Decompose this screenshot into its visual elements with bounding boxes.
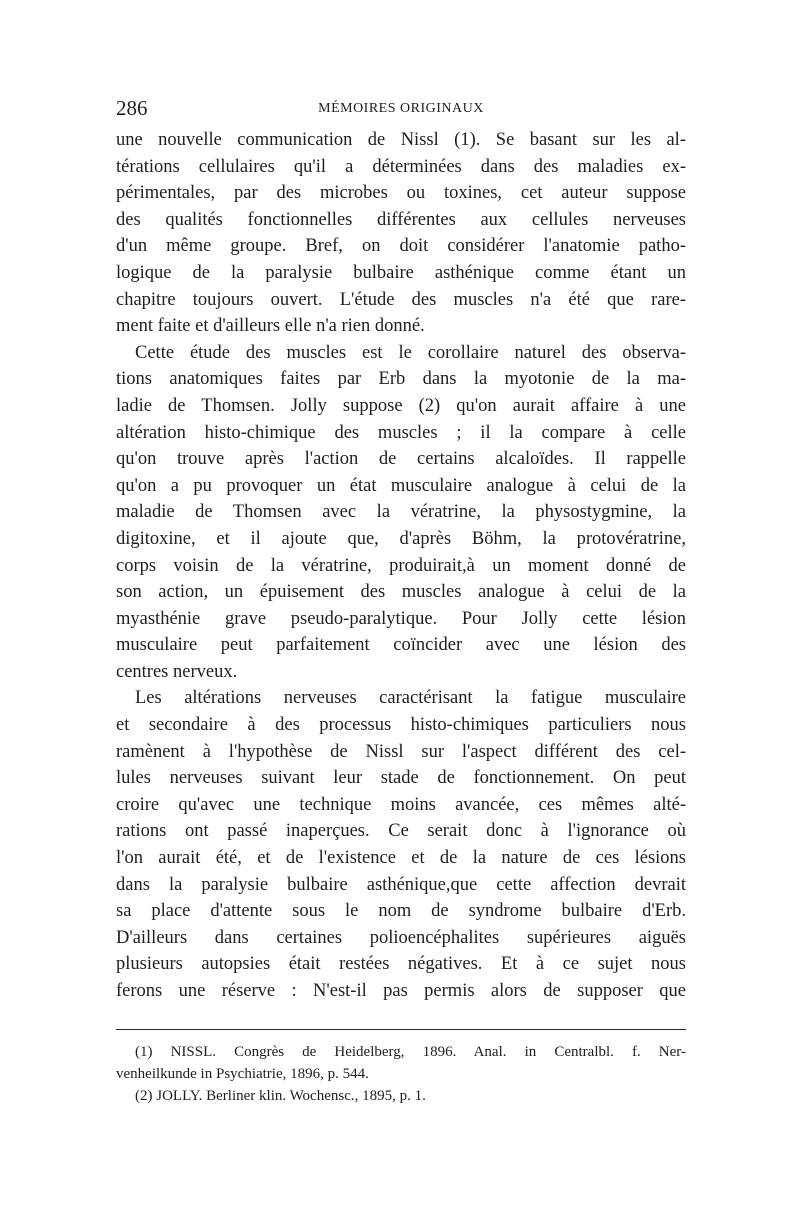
body-line: D'ailleurs dans certaines polioencéphalites supérieures aiguës [116,927,686,948]
body-line: centres nerveux. [116,661,238,682]
body-line: térations cellulaires qu'il a déterminées dans des maladies ex- [116,156,686,177]
body-line: qu'on trouve après l'action de certains alcaloïdes. Il rappelle [116,449,686,470]
body-line: chapitre toujours ouvert. L'étude des muscles n'a été que rare- [116,289,686,310]
body-line: l'on aurait été, et de l'existence et de la nature de ces lésions [116,848,686,869]
running-title: MÉMOIRES ORIGINAUX [318,101,484,116]
body-line: musculaire peut parfaitement coïncider avec une lésion des [116,635,686,656]
body-line: son action, un épuisement des muscles analogue à celui de la [116,582,686,603]
running-head [116,96,686,120]
body-line: Les altérations nerveuses caractérisant la fatigue musculaire [135,688,686,709]
body-line: d'un même groupe. Bref, on doit considérer l'anatomie patho- [116,236,686,257]
body-line: myasthénie grave pseudo-paralytique. Pour Jolly cette lésion [116,608,686,629]
body-line: périmentales, par des microbes ou toxines, cet auteur suppose [116,183,686,204]
body-line: ramènent à l'hypothèse de Nissl sur l'aspect différent des cel- [116,741,686,762]
body-line: et secondaire à des processus histo-chimiques particuliers nous [116,715,686,736]
body-line: logique de la paralysie bulbaire asthénique comme étant un [116,262,686,283]
body-line: des qualités fonctionnelles différentes aux cellules nerveuses [116,209,686,230]
footnote-line: (2) JOLLY. Berliner klin. Wochensc., 1895, p. 1. [135,1088,426,1104]
body-line: qu'on a pu provoquer un état musculaire analogue à celui de la [116,475,686,496]
body-line: rations ont passé inaperçues. Ce serait donc à l'ignorance où [116,821,686,842]
body-line: lules nerveuses suivant leur stade de fonctionnement. On peut [116,768,686,789]
body-line: ment faite et d'ailleurs elle n'a rien donné. [116,316,425,337]
body-line: maladie de Thomsen avec la vératrine, la physostygmine, la [116,502,686,523]
body-line: une nouvelle communication de Nissl (1). Se basant sur les al- [116,130,686,150]
footnote-line: venheilkunde in Psychiatrie, 1896, p. 544. [116,1066,369,1082]
body-line: dans la paralysie bulbaire asthénique,que cette affection devrait [116,874,686,895]
footnote-rule [116,1029,686,1030]
body-line: sa place d'attente sous le nom de syndrome bulbaire d'Erb. [116,901,686,922]
body-line: digitoxine, et il ajoute que, d'après Böhm, la protovératrine, [116,528,686,549]
footnote-line: (1) NISSL. Congrès de Heidelberg, 1896. Anal. in Centralbl. f. Ner- [135,1044,686,1060]
body-line: tions anatomiques faites par Erb dans la myotonie de la ma- [116,369,686,390]
body-line: croire qu'avec une technique moins avancée, ces mêmes alté- [116,794,686,815]
body-line: Cette étude des muscles est le corollaire naturel des observa- [135,342,686,363]
body-line: plusieurs autopsies était restées négatives. Et à ce sujet nous [116,954,686,975]
body-line: corps voisin de la vératrine, produirait,à un moment donné de [116,555,686,576]
body-line: ferons une réserve : N'est-il pas permis alors de supposer que [116,981,686,1001]
body-line: ladie de Thomsen. Jolly suppose (2) qu'on aurait affaire à une [116,395,686,416]
page-number: 286 [116,96,148,120]
body-line: altération histo-chimique des muscles ; il la compare à celle [116,422,686,443]
body-text [116,127,686,1005]
footnotes [116,1041,686,1107]
